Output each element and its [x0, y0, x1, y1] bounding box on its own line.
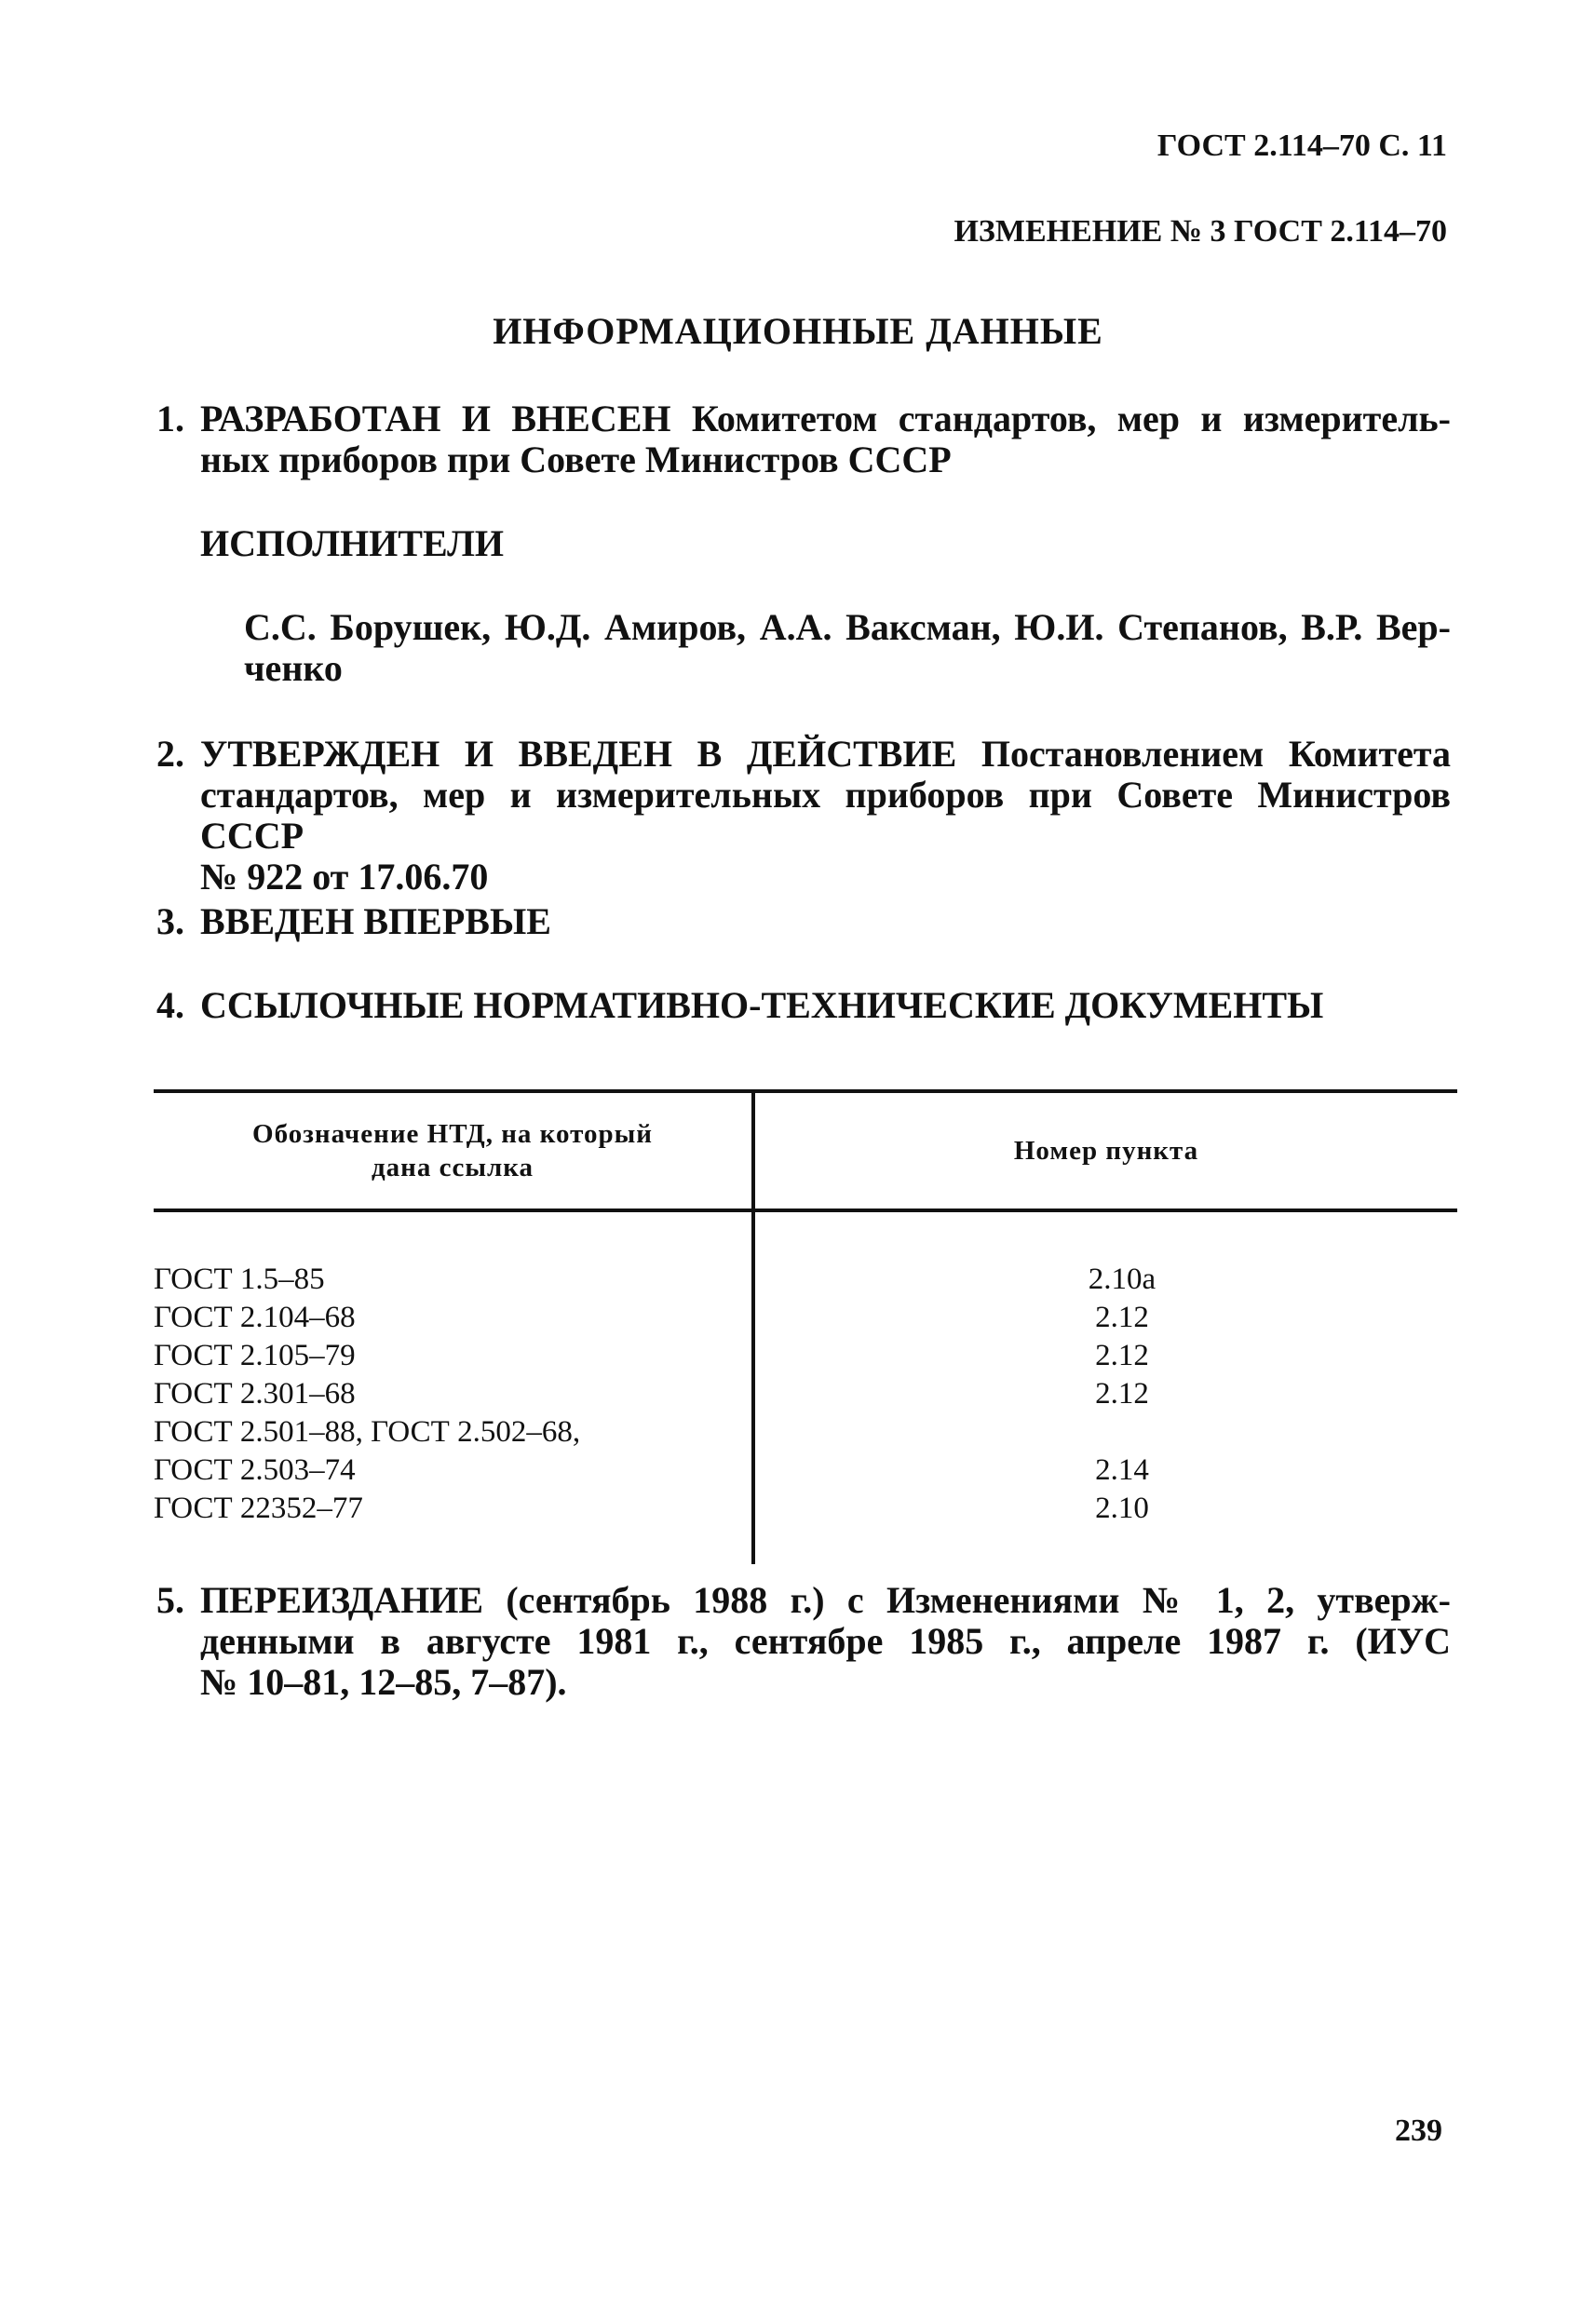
item-1-line-2: ных приборов при Совете Министров СССР — [200, 439, 952, 480]
item-2-line-1: УТВЕРЖДЕН И ВВЕДЕН В ДЕЙСТВИЕ Постановлением Комитета — [200, 733, 1451, 775]
table-top-rule — [154, 1089, 1457, 1093]
table-cell-clause: 2.14 — [1095, 1453, 1149, 1487]
item-1-line-1: РАЗРАБОТАН И ВНЕСЕН Комитетом стандартов, мер и измеритель- — [200, 398, 1451, 439]
table-body — [154, 1263, 1457, 1530]
table-cell-doc: ГОСТ 2.501–88, ГОСТ 2.502–68, — [154, 1415, 581, 1449]
table-row — [154, 1377, 1457, 1415]
table-cell-doc: ГОСТ 2.105–79 — [154, 1339, 356, 1372]
table-cell-doc: ГОСТ 22352–77 — [154, 1492, 363, 1525]
item-2-line-3: № 922 от 17.06.70 — [200, 856, 489, 898]
item-3 — [156, 901, 1451, 942]
page-number: 239 — [1395, 2113, 1442, 2148]
item-2 — [156, 734, 1451, 898]
table-row — [154, 1339, 1457, 1377]
table-cell-clause: 2.10а — [1088, 1263, 1156, 1296]
table-cell-doc: ГОСТ 2.104–68 — [154, 1301, 356, 1334]
performers-line-2: ченко — [244, 647, 343, 689]
table-header-doc-line-1: Обозначение НТД, на который — [252, 1119, 653, 1149]
performers-list — [244, 607, 1451, 689]
item-5-number: 5. — [156, 1579, 184, 1621]
item-5-line-3: № 10–81, 12–85, 7–87). — [200, 1661, 567, 1703]
table-header-doc — [154, 1117, 751, 1184]
item-2-line-2: стандартов, мер и измерительных приборов при Совете Министров СССР — [200, 774, 1451, 857]
item-5 — [156, 1580, 1451, 1703]
table-header-clause: Номер пункта — [1013, 1136, 1199, 1166]
table-row — [154, 1301, 1457, 1339]
table-row — [154, 1492, 1457, 1530]
table-row — [154, 1415, 1457, 1453]
table-cell-doc: ГОСТ 2.503–74 — [154, 1453, 356, 1487]
item-4-text: ССЫЛОЧНЫЕ НОРМАТИВНО-ТЕХНИЧЕСКИЕ ДОКУМЕНТЫ — [200, 984, 1324, 1026]
item-1 — [156, 398, 1451, 480]
header-change: ИЗМЕНЕНИЕ № 3 ГОСТ 2.114–70 — [954, 214, 1447, 249]
item-3-text: ВВЕДЕН ВПЕРВЫЕ — [200, 900, 551, 942]
item-2-number: 2. — [156, 733, 184, 775]
item-5-line-1: ПЕРЕИЗДАНИЕ (сентябрь 1988 г.) с Изменениями № 1, 2, утверж- — [200, 1579, 1451, 1621]
item-3-number: 3. — [156, 900, 184, 942]
item-4 — [156, 985, 1451, 1026]
item-4-number: 4. — [156, 984, 184, 1026]
table-cell-doc: ГОСТ 1.5–85 — [154, 1263, 325, 1296]
table-cell-clause: 2.12 — [1095, 1339, 1149, 1372]
reference-table — [154, 1089, 1457, 1564]
page-title: ИНФОРМАЦИОННЫЕ ДАННЫЕ — [493, 310, 1103, 352]
item-5-line-2: денными в августе 1981 г., сентябре 1985 г., апреле 1987 г. (ИУС — [200, 1620, 1451, 1662]
table-row — [154, 1453, 1457, 1492]
performers-heading: ИСПОЛНИТЕЛИ — [200, 522, 505, 564]
table-cell-doc: ГОСТ 2.301–68 — [154, 1377, 356, 1411]
header-code: ГОСТ 2.114–70 С. 11 — [1156, 128, 1447, 163]
table-cell-clause: 2.12 — [1095, 1301, 1149, 1334]
table-row — [154, 1263, 1457, 1301]
performers-line-1: С.С. Борушек, Ю.Д. Амиров, А.А. Ваксман, Ю.И. Степанов, В.Р. Вер- — [244, 606, 1451, 648]
table-cell-clause: 2.10 — [1095, 1492, 1149, 1525]
table-cell-clause: 2.12 — [1095, 1377, 1149, 1411]
table-header-rule — [154, 1209, 1457, 1212]
item-1-number: 1. — [156, 398, 184, 439]
table-header-doc-line-2: дана ссылка — [371, 1153, 534, 1182]
